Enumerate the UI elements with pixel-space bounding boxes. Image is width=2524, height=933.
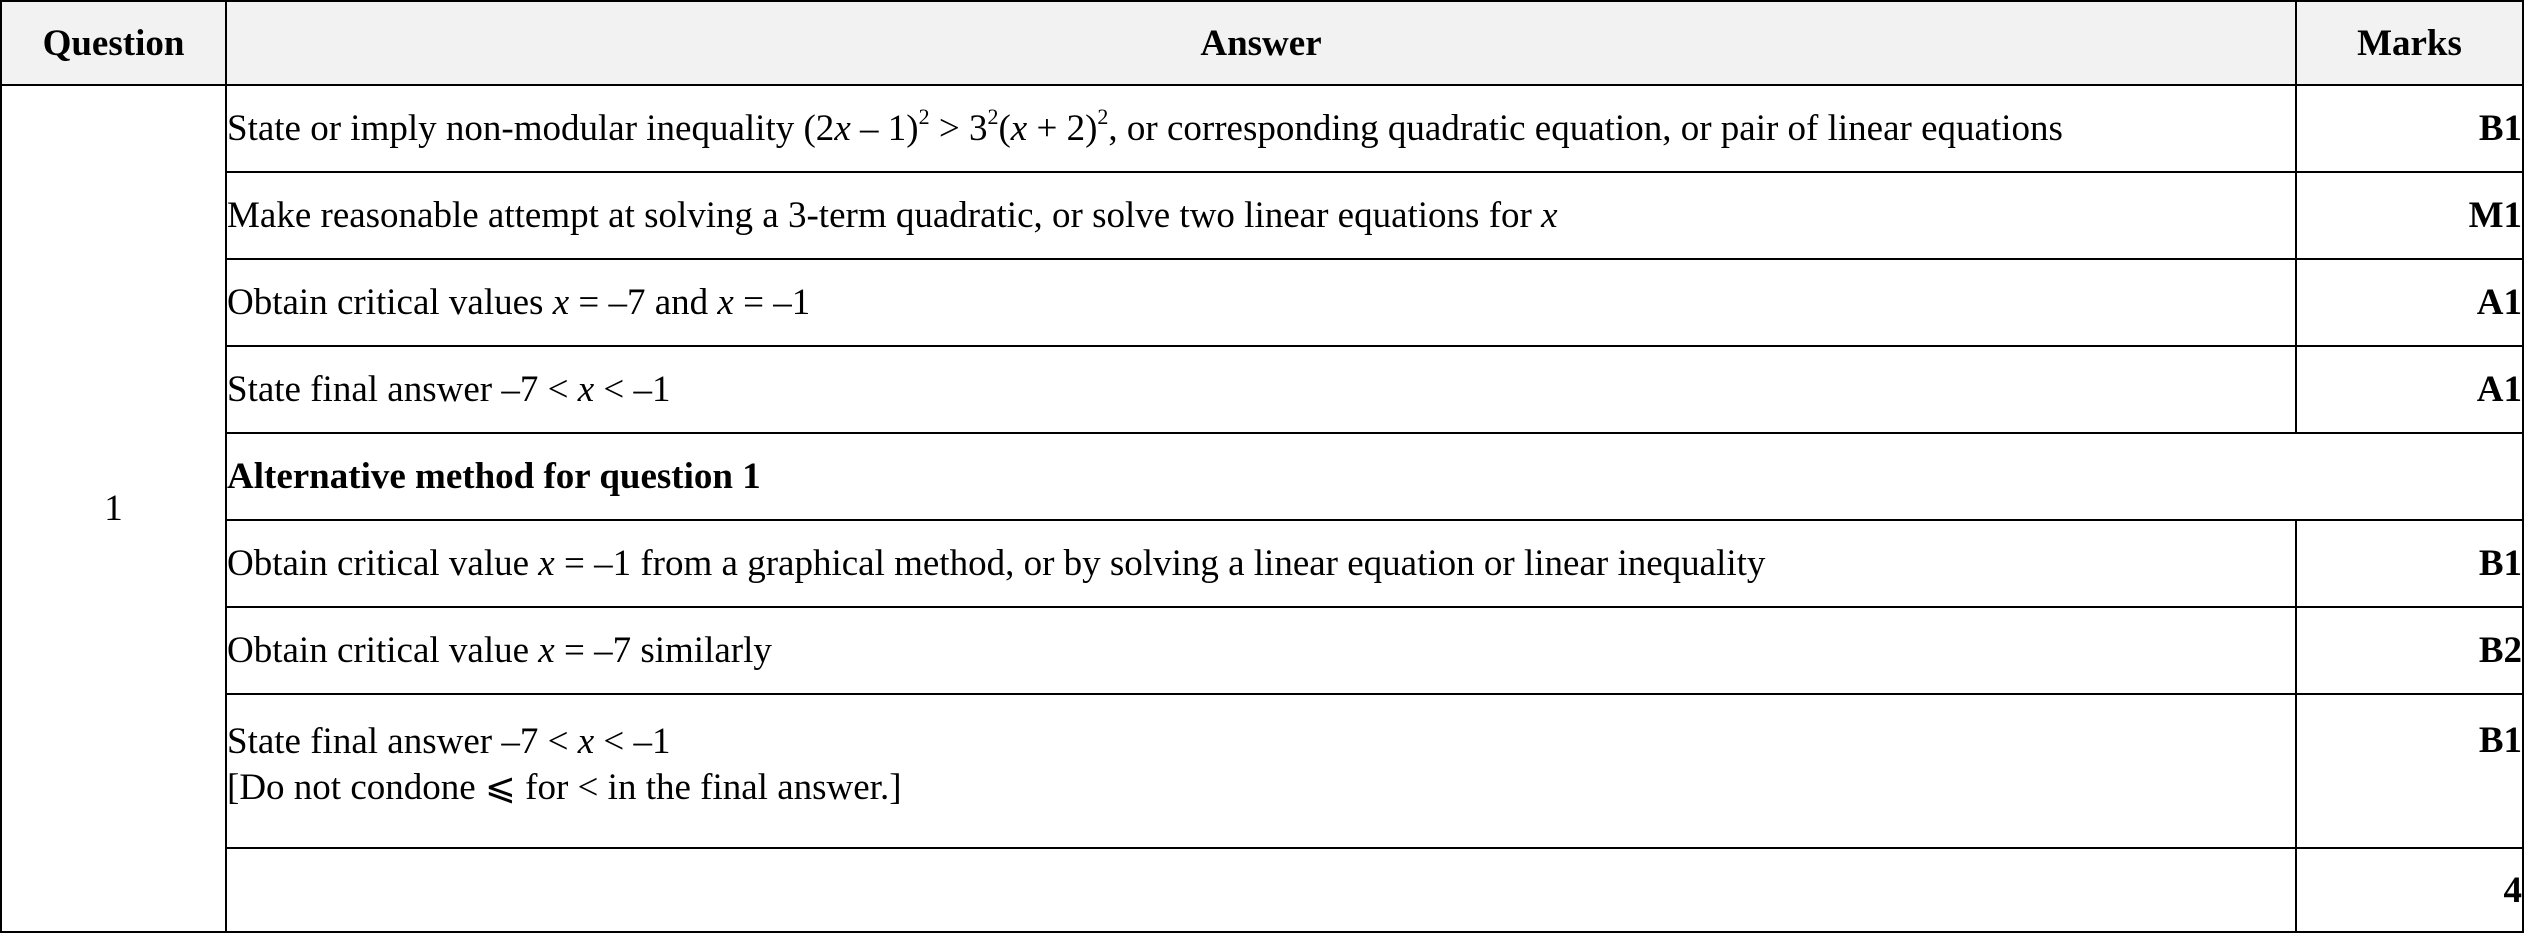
answer-cell: State final answer –7 < x < –1 [Do not condone ⩽ for < in the final answer.] [226, 694, 2296, 848]
mark-cell: B1 [2296, 85, 2523, 172]
table-row [1, 172, 2523, 259]
mark-cell: B2 [2296, 607, 2523, 694]
alternative-heading: Alternative method for question 1 [226, 433, 2523, 520]
question-number: 1 [1, 85, 226, 932]
total-answer-blank [226, 848, 2296, 932]
mark-cell: M1 [2296, 172, 2523, 259]
total-marks: 4 [2296, 848, 2523, 932]
table-row [1, 259, 2523, 346]
answer-cell: Obtain critical values x = –7 and x = –1 [226, 259, 2296, 346]
table-row [1, 520, 2523, 607]
answer-note: [Do not condone ⩽ for < in the final answer.] [227, 767, 902, 808]
mark-cell: A1 [2296, 259, 2523, 346]
table-row [1, 346, 2523, 433]
answer-cell: State or imply non-modular inequality $(2x - 1)^2 > 3^2(x + 2)^2$, or corresponding quadratic equation, or pair of linear equations [226, 85, 2296, 172]
answer-cell: State final answer –7 < x < –1 [226, 346, 2296, 433]
answer-cell: Make reasonable attempt at solving a 3-term quadratic, or solve two linear equations for x [226, 172, 2296, 259]
mark-cell: B1 [2296, 520, 2523, 607]
answer-header: Answer [226, 1, 2296, 85]
answer-cell: Obtain critical value x = –1 from a graphical method, or by solving a linear equation or linear inequality [226, 520, 2296, 607]
header-row [1, 1, 2523, 85]
marks-header: Marks [2296, 1, 2523, 85]
mark-cell: A1 [2296, 346, 2523, 433]
total-row [1, 848, 2523, 932]
table-row [1, 694, 2523, 848]
table-row [1, 607, 2523, 694]
answer-cell: Obtain critical value x = –7 similarly [226, 607, 2296, 694]
alternative-heading-row [1, 433, 2523, 520]
table-row [1, 85, 2523, 172]
question-header: Question [1, 1, 226, 85]
mark-cell: B1 [2296, 694, 2523, 848]
